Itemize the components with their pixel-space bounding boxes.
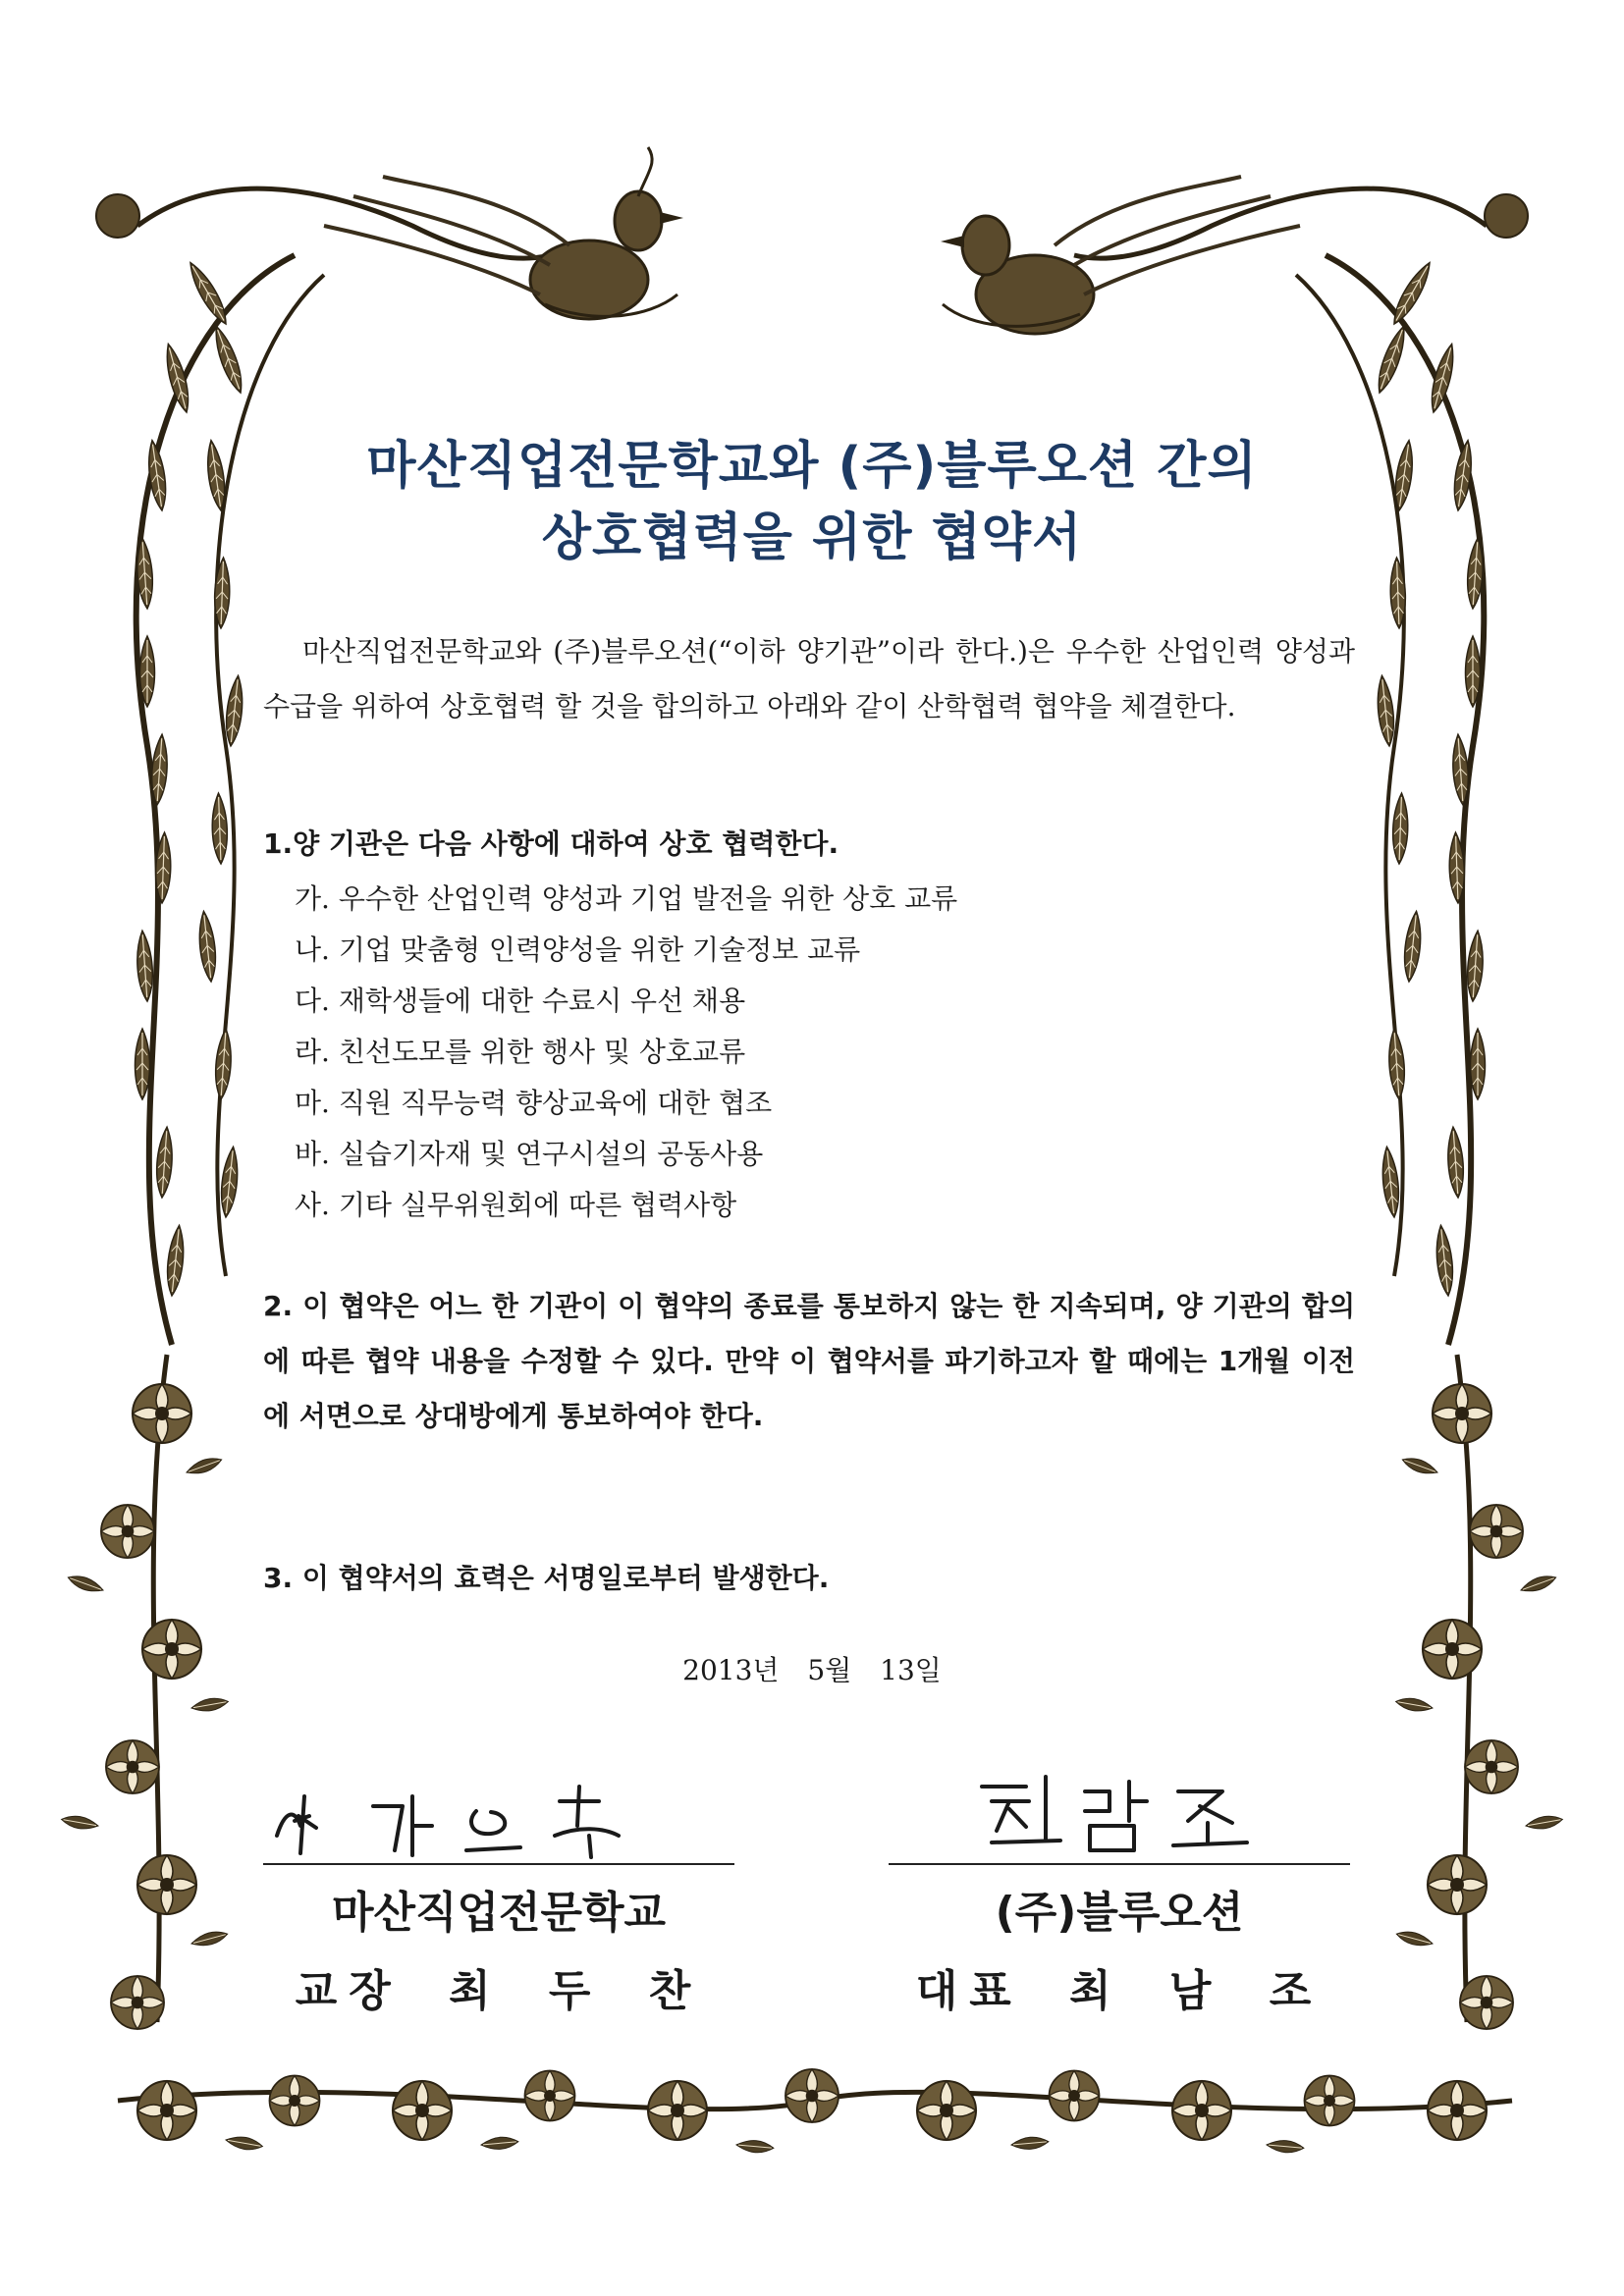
agreement-date: 2013년 5월 13일 xyxy=(682,1654,942,1686)
right-plume xyxy=(1296,255,1486,1345)
section-2-paragraph: 2. 이 협약은 어느 한 기관이 이 협약의 종료를 통보하지 않는 한 지속되며, 양 기관의 합의에 따른 협약 내용을 수정할 수 있다. 만약 이 협약서를 파기하고자 할 때에는 1개월 이전에 서면으로 상대방에게 통보하여야 한다. xyxy=(263,1290,1355,1432)
left-flower-column xyxy=(61,1355,230,2029)
right-representative-name: 대표 최 남 조 xyxy=(915,1966,1324,2016)
intro-paragraph: 마산직업전문학교와 (주)블루오션(“이하 양기관”이라 한다.)은 우수한 산업인력 양성과 수급을 위하여 상호협력 할 것을 합의하고 아래와 같이 산학협력 협약을 체결한다. xyxy=(263,635,1355,722)
bottom-garland xyxy=(118,2069,1512,2154)
list-item: 마. 직원 직무능력 향상교육에 대한 협조 xyxy=(295,1087,773,1119)
list-item: 바. 실습기자재 및 연구시설의 공동사용 xyxy=(295,1138,764,1170)
list-item: 라. 친선도모를 위한 행사 및 상호교류 xyxy=(295,1036,746,1068)
list-item: 사. 기타 실무위원회에 따른 협력사항 xyxy=(295,1189,737,1221)
list-item: 나. 기업 맞춤형 인력양성을 위한 기술정보 교류 xyxy=(295,934,861,966)
right-phoenix xyxy=(941,177,1528,334)
list-item: 다. 재학생들에 대한 수료시 우선 채용 xyxy=(295,985,746,1017)
section-1-heading: 1.양 기관은 다음 사항에 대하여 상호 협력한다. xyxy=(263,828,839,860)
document-title-line-1: 마산직업전문학교와 (주)블루오션 간의 xyxy=(366,437,1258,496)
left-organization-name: 마산직업전문학교 xyxy=(331,1888,667,1938)
section-1-list xyxy=(295,874,957,1231)
left-signature-line xyxy=(263,1863,734,1865)
list-item: 가. 우수한 산업인력 양성과 기업 발전을 위한 상호 교류 xyxy=(295,882,958,915)
document-title-line-2: 상호협력을 위한 협약서 xyxy=(541,508,1083,567)
right-flower-column xyxy=(1395,1355,1564,2029)
section-3-paragraph: 3. 이 협약서의 효력은 서명일로부터 발생한다. xyxy=(263,1562,830,1594)
left-representative-name: 교장 최 두 찬 xyxy=(295,1966,703,2016)
right-signature-line xyxy=(889,1863,1350,1865)
right-handwritten-signature xyxy=(972,1762,1267,1860)
left-handwritten-signature xyxy=(265,1767,727,1865)
left-phoenix xyxy=(96,147,683,319)
right-organization-name: (주)블루오션 xyxy=(995,1888,1244,1938)
